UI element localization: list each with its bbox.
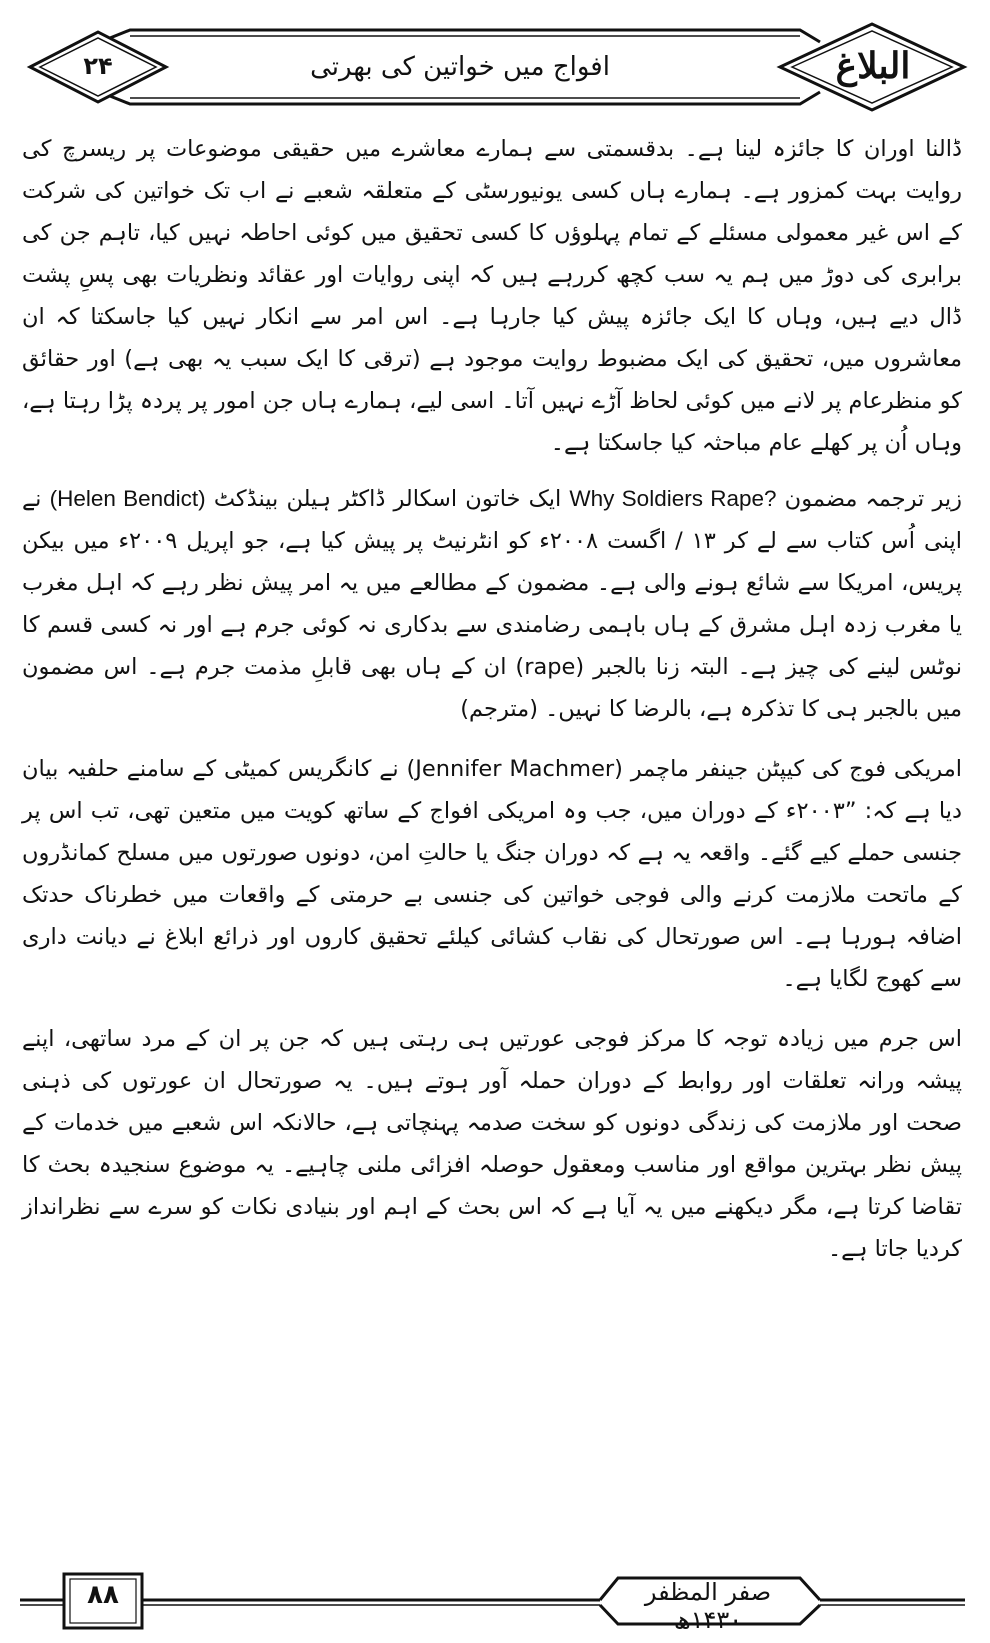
- translator-note: مضمون کے مطالعے میں یہ امر پیش نظر رہے کہ اہل مغرب یا مغرب زدہ اہل مشرق کے ہاں باہمی رضامندی سے بدکاری نہ کوئی جرم ہے اور نہ کسی قسم کا نوٹس لینے کی چیز ہے۔ البتہ زنا بالجبر (rape) ان کے ہاں بھی قابلِ مذمت جرم ہے۔ اس مضمون میں بالجبر ہی کا تذکرہ ہے، بالرضا کا نہیں۔ (مترجم): [22, 570, 962, 722]
- journal-logo: البلاغ: [835, 45, 911, 87]
- running-title: افواج میں خواتین کی بھرتی: [310, 52, 610, 82]
- english-author-name: (Helen Bendict): [49, 486, 206, 511]
- intro-author: ایک خاتون اسکالر ڈاکٹر ہیلن بینڈکٹ: [213, 486, 562, 512]
- english-title: Why Soldiers Rape?: [569, 486, 777, 511]
- article-body: [22, 128, 962, 1528]
- page-footer: [0, 1560, 990, 1643]
- intro-lead: زیر ترجمہ مضمون: [784, 486, 963, 512]
- paragraph-1: ڈالنا اوران کا جائزہ لینا ہے۔ بدقسمتی سے ہمارے معاشرے میں حقیقی موضوعات پر ریسرچ کی روایت بہت کمزور ہے۔ ہمارے ہاں کسی یونیورسٹی کے متعلقہ شعبے نے اب تک خواتین کی شرکت کے اس غیر معمولی مسئلے کے تمام پہلوؤں کا کسی تحقیق میں کوئی احاطہ نہیں کیا، تاہم جن کی برابری کی دوڑ میں ہم یہ سب کچھ کررہے ہیں کہ اپنی روایات اور عقائد ونظریات بھی پسِ پشت ڈال دیے ہیں، وہاں کا ایک جائزہ پیش کیا جارہا ہے۔ اس امر سے انکار نہیں کیا جاسکتا کہ ان معاشروں میں، تحقیق کی ایک مضبوط روایت موجود ہے (ترقی کا ایک سبب یہ بھی ہے) اور حقائق کو منظرعام پر لانے میں کوئی لحاظ آڑے نہیں آتا۔ اسی لیے، ہمارے ہاں جن امور پر پردہ پڑا رہتا ہے، وہاں اُن پر کھلے عام مباحثہ کیا جاسکتا ہے۔: [22, 136, 962, 456]
- intro-rest: نے اپنی اُس کتاب سے لے کر ۱۳ / اگست ۲۰۰۸ء کو انٹرنیٹ پر پیش کیا ہے، جو اپریل ۲۰۰۹ء میں بیکن پریس، امریکا سے شائع ہونے والی ہے۔: [22, 486, 962, 596]
- issue-date: صفر المظفر ۱۴۳۰ھ: [644, 1578, 772, 1634]
- footer-page-number: ۸۸: [87, 1580, 119, 1610]
- paragraph-2: [22, 478, 962, 730]
- footer-frame: [0, 1560, 990, 1643]
- paragraph-4: اس جرم میں زیادہ توجہ کا مرکز فوجی عورتیں ہی رہتی ہیں کہ جن پر ان کے مرد ساتھی، اپنے پیشہ ورانہ تعلقات اور روابط کے دوران حملہ آور ہوتے ہیں۔ یہ صورتحال ان عورتوں کی ذہنی صحت اور ملازمت کی زندگی دونوں کو سخت صدمہ پہنچاتی ہے، حالانکہ اس شعبے میں خدمات کے پیش نظر بہترین مواقع اور مناسب ومعقول حوصلہ افزائی ملنی چاہیے۔ یہ موضوع سنجیدہ بحث کا تقاضا کرتا ہے، مگر دیکھنے میں یہ آیا ہے کہ اس بحث کے اہم اور بنیادی نکات کو سرے سے نظرانداز کردیا جاتا ہے۔: [22, 1026, 962, 1262]
- header-page-number: ۲۴: [83, 52, 113, 80]
- page-header: [0, 0, 990, 112]
- paragraph-3: امریکی فوج کی کیپٹن جینفر ماچمر (Jennifer Machmer) نے کانگریس کمیٹی کے سامنے حلفیہ بیان دیا ہے کہ: ”۲۰۰۳ء کے دوران میں، جب وہ امریکی افواج کے ساتھ کویت میں متعین تھی، تب اس پر جنسی حملے کیے گئے۔ واقعہ یہ ہے کہ دوران جنگ یا حالتِ امن، دونوں صورتوں میں مسلح کمانڈروں کے ماتحت ملازمت کرنے والی فوجی خواتین کی جنسی بے حرمتی کے واقعات میں خطرناک حدتک اضافہ ہورہا ہے۔ اس صورتحال کی نقاب کشائی کیلئے تحقیق کاروں اور ذرائع ابلاغ نے دیانت داری سے کھوج لگایا ہے۔: [22, 756, 963, 992]
